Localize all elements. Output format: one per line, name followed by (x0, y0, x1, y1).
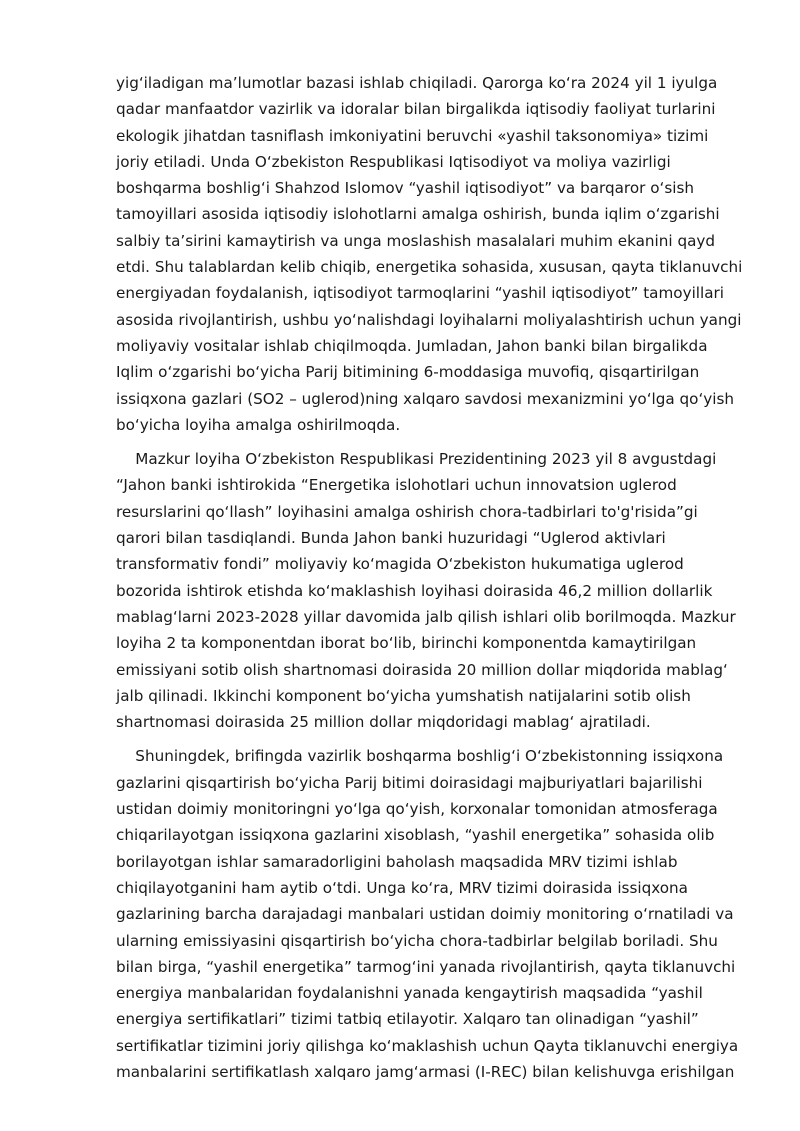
text-line: Shuningdek, brifingda vazirlik boshqarma boshlig‘i O‘zbekistonning issiqxona (116, 747, 724, 766)
text-line: chiqilayotganini ham aytib o‘tdi. Unga ko‘ra, MRV tizimi doirasida issiqxona (116, 878, 688, 897)
text-line: ekologik jihatdan tasniflash imkoniyatini beruvchi «yashil taksonomiya» tizimi (116, 126, 709, 145)
text-line: sertifikatlar tizimini joriy qilishga ko‘maklashish uchun Qayta tiklanuvchi energiya (116, 1036, 739, 1055)
text-line: chiqarilayotgan issiqxona gazlarini xisoblash, “yashil energetika” sohasida olib (116, 826, 715, 845)
text-line: loyiha 2 ta komponentdan iborat bo‘lib, birinchi komponentda kamaytirilgan (116, 634, 697, 653)
text-line: Mazkur loyiha O‘zbekiston Respublikasi Prezidentining 2023 yil 8 avgustdagi (116, 450, 717, 469)
text-line: resurslarini qo‘llash” loyihasini amalga oshirish chora-tadbirlari to'g'risida”gi (116, 502, 698, 521)
text-line: borilayotgan ishlar samaradorligini baholash maqsadida MRV tizimi ishlab (116, 852, 678, 871)
text-line: etdi. Shu talablardan kelib chiqib, energetika sohasida, xususan, qayta tiklanuvchi (116, 258, 743, 277)
text-line: “Jahon banki ishtirokida “Energetika islohotlari uchun innovatsion uglerod (116, 476, 677, 495)
text-line: emissiyani sotib olish shartnomasi doirasida 20 million dollar miqdorida mablag‘ (116, 660, 728, 679)
text-line: jalb qilinadi. Ikkinchi komponent bo‘yicha yumshatish natijalarini sotib olish (116, 686, 691, 705)
paragraph-2 (116, 446, 736, 735)
text-line: Iqlim o‘zgarishi bo‘yicha Parij bitimining 6-moddasiga muvofiq, qisqartirilgan (116, 363, 700, 382)
paragraph-3 (116, 743, 739, 1085)
text-line: gazlarining barcha darajadagi manbalari ustidan doimiy monitoring o‘rnatiladi va (116, 905, 734, 924)
text-line: ularning emissiyasini qisqartirish bo‘yicha chora-tadbirlar belgilab boriladi. Shu (116, 931, 718, 950)
text-line: bo‘yicha loyiha amalga oshirilmoqda. (116, 415, 401, 434)
text-line: bozorida ishtirok etishda ko‘maklashish loyihasi doirasida 46,2 million dollarlik (116, 581, 713, 600)
text-line: transformativ fondi” moliyaviy ko‘magida O‘zbekiston hukumatiga uglerod (116, 555, 684, 574)
text-line: mablag‘larni 2023-2028 yillar davomida jalb qilish ishlari olib borilmoqda. Mazkur (116, 607, 736, 626)
text-line: shartnomasi doirasida 25 million dollar miqdoridagi mablag‘ ajratiladi. (116, 713, 651, 732)
text-line: yig‘iladigan ma’lumotlar bazasi ishlab chiqiladi. Qarorga ko‘ra 2024 yil 1 iyulga (116, 74, 718, 92)
text-line: joriy etiladi. Unda O‘zbekiston Respublikasi Iqtisodiyot va moliya vazirligi (116, 152, 671, 171)
text-line: energiya manbalaridan foydalanishni yanada kengaytirish maqsadida “yashil (116, 984, 703, 1003)
text-line: asosida rivojlantirish, ushbu yo‘nalishdagi loyihalarni moliyalashtirish uchun yangi (116, 310, 742, 329)
text-line: boshqarma boshlig‘i Shahzod Islomov “yashil iqtisodiyot” va barqaror o‘sish (116, 179, 694, 198)
paragraph-1 (116, 70, 743, 438)
text-line: energiyadan foydalanish, iqtisodiyot tarmoqlarini “yashil iqtisodiyot” tamoyillari (116, 284, 724, 303)
text-line: qadar manfaatdor vazirlik va idoralar bilan birgalikda iqtisodiy faoliyat turlarini (116, 100, 716, 119)
text-line: manbalarini sertifikatlash xalqaro jamg‘armasi (I-REC) bilan kelishuvga erishilgan (116, 1062, 735, 1081)
text-line: qarori bilan tasdiqlandi. Bunda Jahon banki huzuridagi “Uglerod aktivlari (116, 529, 666, 548)
text-line: energiya sertifikatlari” tizimi tatbiq etilayotir. Xalqaro tan olinadigan “yashil” (116, 1010, 699, 1029)
text-line: bilan birga, “yashil energetika” tarmog‘ini yanada rivojlantirish, qayta tiklanuvchi (116, 957, 736, 976)
document-page (116, 70, 743, 1093)
text-line: issiqxona gazlari (SO2 – uglerod)ning xalqaro savdosi mexanizmini yo‘lga qo‘yish (116, 389, 735, 408)
text-line: salbiy ta’sirini kamaytirish va unga moslashish masalalari muhim ekanini qayd (116, 231, 716, 250)
text-line: ustidan doimiy monitoringni yo‘lga qo‘yish, korxonalar tomonidan atmosferaga (116, 800, 718, 819)
text-line: moliyaviy vositalar ishlab chiqilmoqda. Jumladan, Jahon banki bilan birgalikda (116, 336, 708, 355)
text-line: gazlarini qisqartirish bo‘yicha Parij bitimi doirasidagi majburiyatlari bajarilishi (116, 773, 703, 792)
text-line: tamoyillari asosida iqtisodiy islohotlarni amalga oshirish, bunda iqlim o‘zgarishi (116, 205, 720, 224)
